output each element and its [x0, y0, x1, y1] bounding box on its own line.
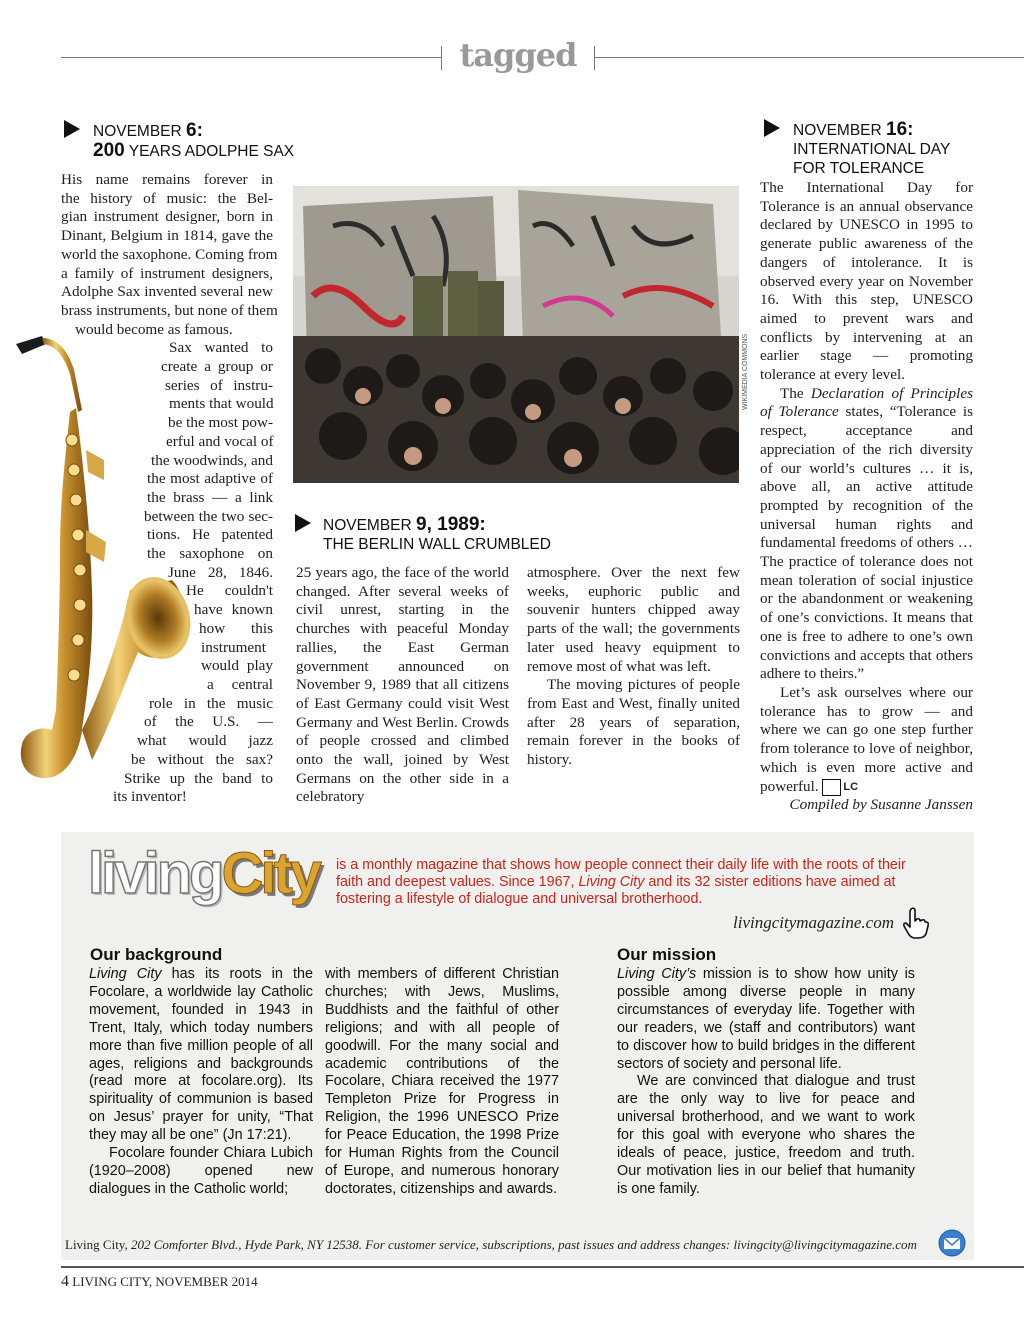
arrow-right-icon: [764, 119, 780, 137]
sax-heading: NOVEMBER 6: 200 YEARS ADOLPHE SAX: [93, 120, 295, 161]
section-label: tagged: [459, 36, 577, 74]
header-rule-left: [61, 57, 441, 58]
header-rule-right: [594, 57, 1024, 58]
tolerance-article: The International Day for Tolerance is an annual observance declared by UNESCO in 1995 to generate public awareness of the dangers of intolerance. It is observed every year on November 16. With this step, UNESCO aimed to prevent wars and conflicts by intervening at an earlier stage — promoting tolerance at every level. The Declaration of Principles of Tolerance states, “Tolerance is respect, acceptance and appreciation of the rich diversity of our world’s cultures … it is, above all, an active attitude prompted by recognition of the universal human rights and fundamental freedoms of others … The practice of tolerance does not mean toleration of social injustice or the abandonment or weakening of one’s convictions. It means that one is free to adhere to one’s own convictions and accepts that others adhere to theirs.” Let’s ask ourselves where our tolerance has to grow — and where we can go one step further from tolerance to love of neighbor, which is even more active and powerful. LC Compiled by Susanne Janssen: [760, 179, 973, 814]
footer-rule: [61, 1266, 1024, 1268]
pointer-hand-icon: [902, 906, 930, 940]
website-link[interactable]: livingcitymagazine.com: [733, 913, 894, 932]
header-tick-left: [441, 46, 442, 70]
background-heading: Our background: [90, 945, 223, 964]
berlin-wall-photo: [293, 186, 739, 483]
background-col2: with members of different Christian churches; with Jews, Muslims, Buddhists and the faithful of other religions; and with all people of goodwill. For the many social and academic contributions of the Focolare, Chiara received the 1977 Templeton Prize for Progress in Religion, the 1996 UNESCO Prize for Peace Education, the 1998 Prize for Human Rights from the Council of Europe, and numerous honorary doctorates, citizenships and awards.: [325, 966, 559, 1197]
living-city-logo: livingCity: [88, 841, 320, 906]
magazine-tagline: is a monthly magazine that shows how people connect their daily life with the roots of their faith and deepest values. Since 1967, Living City and its 32 sister editions have aimed at fostering a lifestyle of dialogue and universal brotherhood.: [336, 857, 906, 907]
tolerance-heading: NOVEMBER 16: INTERNATIONAL DAY FOR TOLERANCE: [793, 119, 951, 177]
berlin-heading: NOVEMBER 9, 1989: THE BERLIN WALL CRUMBLED: [323, 514, 551, 553]
berlin-col1: 25 years ago, the face of the world changed. After several weeks of civil unrest, starting in the churches with peaceful Monday rallies, the East German government announced on November 9, 1989 that all citizens of East Germany could visit West Germany and West Berlin. Crowds of people crossed and climbed onto the wall, joined by West Germans on the other side in a celebratory: [296, 564, 509, 806]
arrow-right-icon: [295, 514, 311, 532]
contact-line: Living City, 202 Comforter Blvd., Hyde Park, NY 12538. For customer service, subscriptions, past issues and address changes: livingcity@livingcitymagazine.com: [65, 1237, 917, 1252]
background-col1: Living City has its roots in the Focolare, a worldwide lay Catholic movement, founded in 1943 in Trent, Italy, which today numbers more than five million people of all ages, religions and backgrounds (read more at focolare.org). Its spirituality of communion is based on Jesus’ prayer for unity, “That they may all be one” (Jn 17:21). Focolare founder Chiara Lubich (1920–2008) opened new dialogues in the Catholic world;: [89, 966, 313, 1197]
photo-credit: WIKIMEDIA COMMONS: [742, 333, 749, 410]
folio: 4 LIVING CITY, NOVEMBER 2014: [61, 1273, 258, 1290]
mail-icon[interactable]: [938, 1229, 966, 1257]
mission-text: Living City’s mission is to show how unity is possible among diverse people in many circumstances of everyday life. Together with our readers, we (staff and contributors) want to discover how to build bridges in the different sectors of society and personal life. We are convinced that dialogue and trust are the only way to live for peace and universal brotherhood, and we want to work for this goal with everyone who shares the ideals of peace, justice, freedom and truth. Our motivation lies in our belief that humanity is one family.: [617, 966, 916, 1197]
header-tick-right: [594, 46, 595, 70]
arrow-right-icon: [64, 120, 80, 138]
sax-article: His name remains forever in the history of music: the Bel- gian instrument designer, born in Dinant, Belgium in 1814, gave the world the saxophone. Coming from a family of instrument designers, Adolphe Sax invented several new brass instruments, but none of them would become as famous. Sax wanted to create a group or series of instru- ments that would be the most pow- erful and vocal of the woodwinds, and the most adaptive of the brass — a link between the two sec- tions. He patented the saxophone on June 28, 1846. He couldn't have known how this instrument would play a central role in the music of the U.S. — what would jazz be without the sax? Strike up the band to its inventor!: [61, 171, 278, 806]
lc-end-mark: LC: [822, 779, 841, 796]
mission-heading: Our mission: [617, 945, 717, 964]
saxophone-image: [12, 330, 192, 790]
berlin-col2: atmosphere. Over the next few weeks, euphoric public and souvenir hunters chipped away parts of the wall; the governments later used heavy equipment to remove most of what was left. The moving pictures of people from East and West, finally united after 28 years of separation, remain forever in the books of history.: [527, 564, 740, 769]
